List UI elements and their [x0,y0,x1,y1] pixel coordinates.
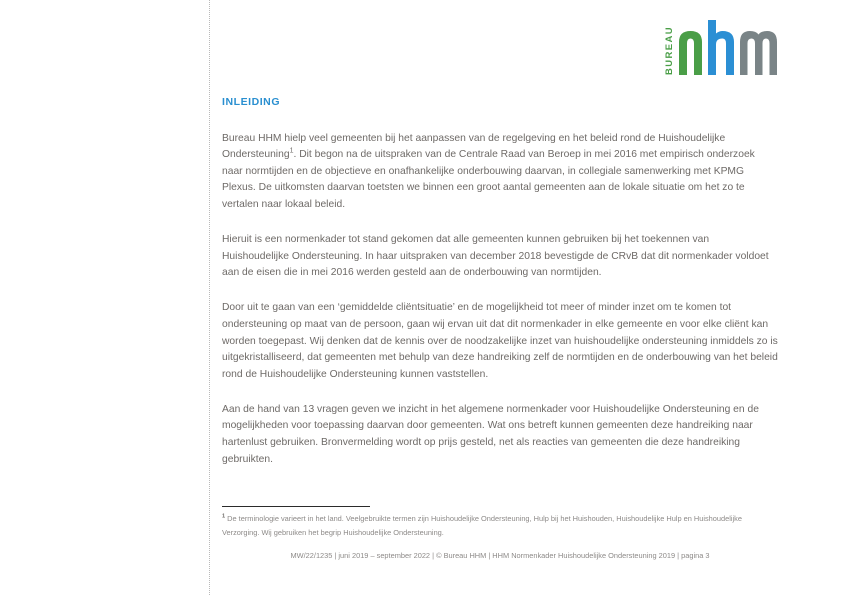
footnote-1 [222,512,778,540]
page-footer: MW/22/1235 | juni 2019 – september 2022 | © Bureau HHM | HHM Normenkader Huishoudelijke Ondersteuning 2019 | pagina 3 [290,551,710,560]
footnote-1-text: De terminologie varieert in het land. Veelgebruikte termen zijn Huishoudelijke Ondersteuning, Hulp bij het Huishouden, Huishoudelijke Hulp en Huishoudelijke Verzorging. Wij gebruiken het begrip Huishoudelijke Ondersteuning. [222,514,742,537]
paragraph-1-text-after-footnote: . Dit begon na de uitspraken van de Centrale Raad van Beroep in mei 2016 met empirisch onderzoek naar normtijden en de objectieve en onafhankelijke onderbouwing daarvan, in collegiale samenwerking met KPMG Plexus. De uitkomsten daarvan toetsten we binnen een groot aantal gemeenten aan de lokale situatie om het zo te vertalen naar lokaal beleid. [222,149,755,210]
bureau-hhm-logo [663,18,791,76]
paragraph-1-text-before-footnote: Bureau HHM hielp veel gemeenten bij het aanpassen van de regelgeving en het beleid rond de Huishoudelijke Ondersteuning [222,132,726,161]
footnote-separator-rule [222,506,370,507]
main-content [222,96,778,468]
logo-bureau-text: BUREAU [664,25,675,75]
footnote-reference-1[interactable]: 1 [289,147,294,155]
page-title: INLEIDING [222,96,281,108]
footnote-area [222,506,778,540]
footnote-marker-1: 1 [222,513,226,520]
left-margin-rule [209,0,210,595]
paragraph-4: Aan de hand van 13 vragen geven we inzicht in het algemene normenkader voor Huishoudelijke Ondersteuning en de mogelijkheden voor toepassing daarvan door gemeenten. Wat ons betreft kunnen gemeenten deze handreiking naar hartenlust gebruiken. Bronvermelding wordt op prijs gesteld, net als reacties van gemeenten die deze handreiking gebruikten. [222,403,759,465]
paragraph-1 [222,131,778,214]
paragraph-2: Hieruit is een normenkader tot stand gekomen dat alle gemeenten kunnen gebruiken bij het toekennen van Huishoudelijke Ondersteuning. In haar uitspraken van december 2018 bevestigde de CRvB dat dit normenkader voldoet aan de eisen die in mei 2016 werden gesteld aan de onderbouwing van normtijden. [222,234,769,279]
paragraph-3: Door uit te gaan van een ‘gemiddelde cliëntsituatie’ en de mogelijkheid tot meer of minder inzet om te komen tot ondersteuning op maat van de persoon, gaan wij ervan uit dat dit normenkader in elke gemeente en voor elke cliënt kan worden toegepast. Wij denken dat de kennis over de noodzakelijke inzet van huishoudelijke ondersteuning inmiddels zo is uitgekristalliseerd, dat gemeenten met behulp van deze handreiking zelf de normtijden en de onderbouwing van het beleid rond de Huishoudelijke Ondersteuning kunnen vaststellen. [222,302,778,380]
